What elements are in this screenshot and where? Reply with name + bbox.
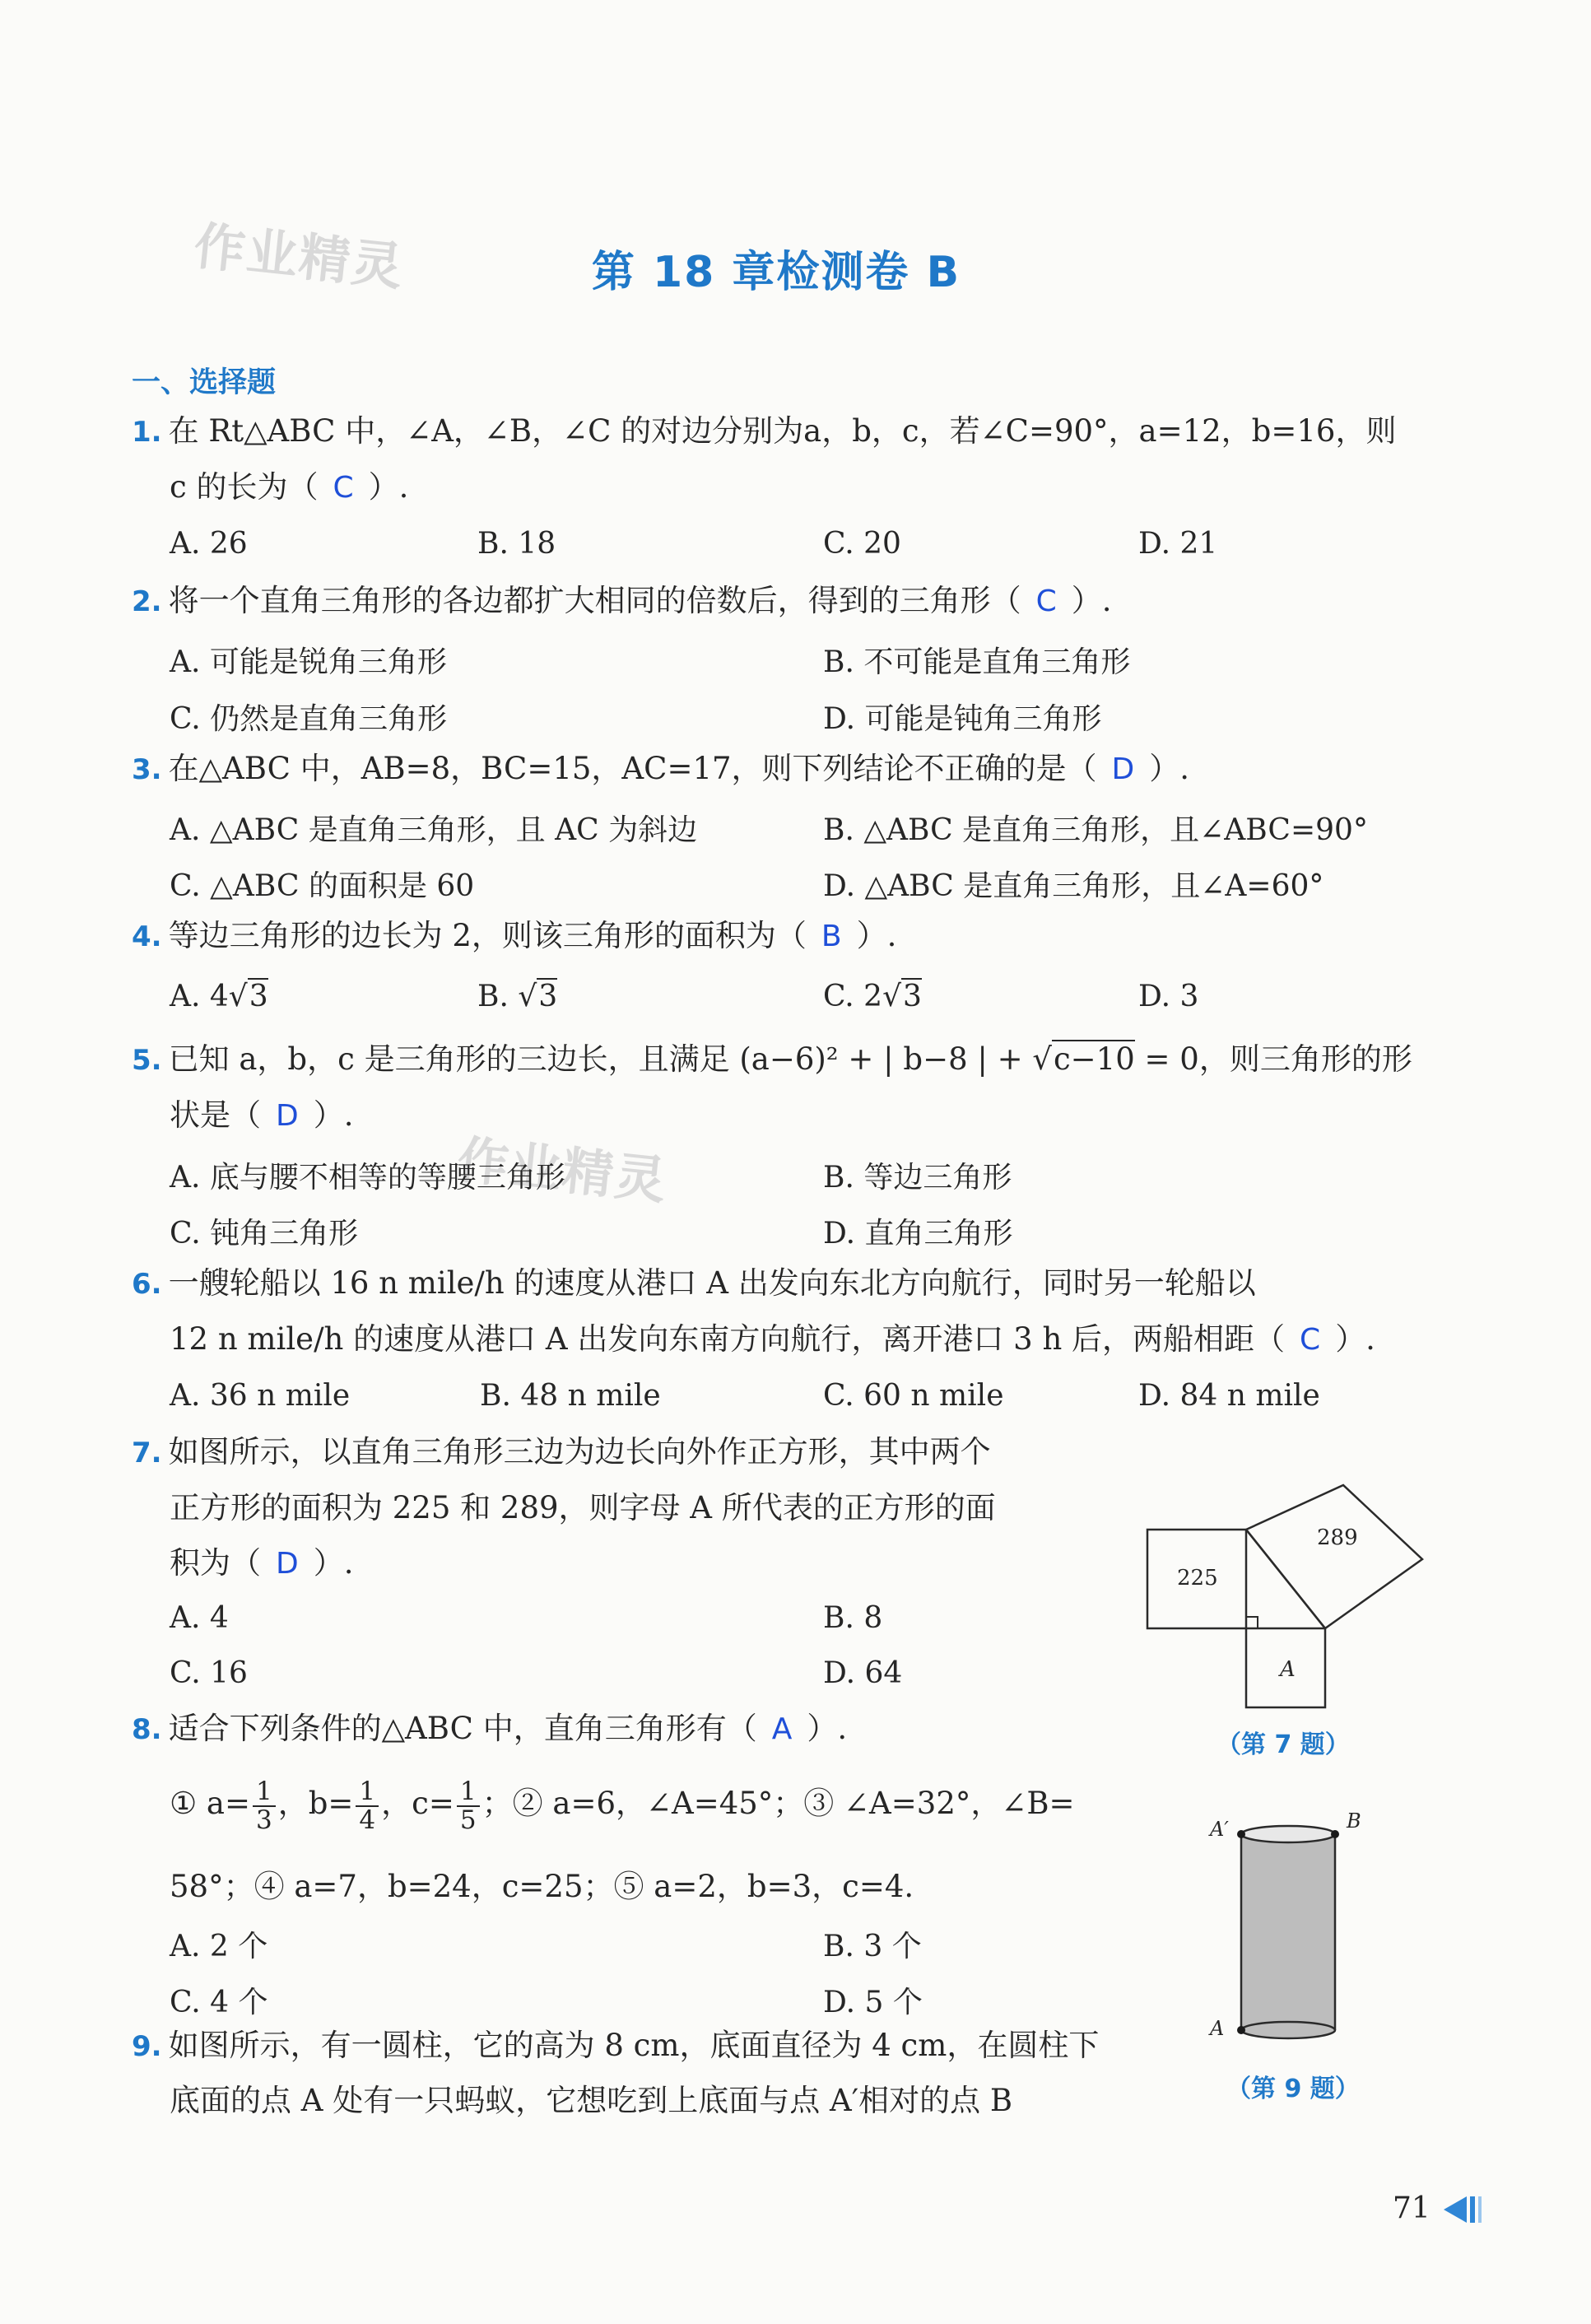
watermark: 作业精灵 (454, 1129, 671, 1212)
figure-9-cylinder (1195, 1803, 1384, 2058)
question-text: 在△ABC 中，AB=8，BC=15，AC=17，则下列结论不正确的是（ (168, 751, 1097, 786)
sqrt-radicand: 3 (903, 980, 922, 1013)
figure-7-pythagoras-squares (1136, 1432, 1440, 1712)
question-text: ）. (313, 1097, 354, 1133)
option-c: C. 仍然是直角三角形 (170, 702, 448, 736)
question-text: 适合下列条件的△ABC 中，直角三角形有（ (168, 1711, 757, 1746)
hypotenuse (1246, 1530, 1325, 1628)
answer: A (771, 1712, 793, 1746)
question-text: ）. (1071, 583, 1112, 618)
option-d: D. 3 (1138, 980, 1199, 1013)
question-text: ）. (856, 918, 897, 953)
cylinder-top (1241, 1826, 1335, 1842)
option-c: C. 16 (170, 1656, 248, 1690)
question-9 (132, 2028, 1099, 2064)
question-text: 积为（ (170, 1545, 261, 1581)
label-225: 225 (1177, 1566, 1218, 1590)
question-number: 4. (132, 920, 162, 953)
fraction: $\frac{1}{4}$ (356, 1778, 379, 1833)
page-title: 第 18 章检测卷 B (591, 248, 961, 297)
question-text: ）. (807, 1711, 848, 1746)
question-3 (132, 751, 1189, 787)
question-text: 12 n mile/h 的速度从港口 A 出发向东南方向航行，离开港口 3 h 后，两船相距（ (170, 1321, 1286, 1357)
question-text: 如图所示，有一圆柱，它的高为 8 cm，底面直径为 4 cm，在圆柱下 (168, 2028, 1100, 2063)
question-7-line3 (170, 1545, 354, 1581)
question-text: 已知 a，b，c 是三角形的三边长，且满足 (a−6)² + | b−8 | + (168, 1041, 1033, 1077)
option-b: B. 8 (823, 1601, 883, 1635)
option-c: C. 2√3 (823, 980, 922, 1013)
section-heading: 一、选择题 (132, 366, 277, 399)
option-d: D. 直角三角形 (823, 1217, 1013, 1250)
answer: B (821, 920, 842, 953)
option-b: B. 不可能是直角三角形 (823, 645, 1131, 679)
option-c: C. 60 n mile (823, 1379, 1004, 1413)
fraction: $\frac{1}{5}$ (457, 1778, 480, 1833)
page-number: 71 (1393, 2191, 1431, 2225)
question-8-line3: 58°；④ a=7，b=24，c=25；⑤ a=2，b=3，c=4. (170, 1869, 914, 1904)
question-2 (132, 583, 1111, 619)
question-6-line2 (170, 1321, 1375, 1358)
label-a: A (1210, 2017, 1225, 2040)
option-b: B. 等边三角形 (823, 1161, 1012, 1195)
option-a: A. △ABC 是直角三角形，且 AC 为斜边 (170, 813, 698, 847)
option-c: C. 钝角三角形 (170, 1217, 359, 1250)
option-c: C. 4 个 (170, 1986, 268, 2019)
option-b: B. △ABC 是直角三角形，且∠ABC=90° (823, 813, 1368, 847)
option-a: A. 4 (170, 1601, 229, 1635)
question-number: 5. (132, 1044, 162, 1077)
option-c: C. 20 (823, 527, 901, 561)
question-text: ）. (1335, 1321, 1375, 1357)
option-a: A. 底与腰不相等的等腰三角形 (170, 1161, 565, 1195)
label-289: 289 (1317, 1525, 1358, 1550)
option-b: B. 48 n mile (480, 1379, 661, 1413)
label-b: B (1347, 1809, 1361, 1833)
sqrt-radicand: 3 (538, 980, 558, 1013)
question-text: 一艘轮船以 16 n mile/h 的速度从港口 A 出发向东北方向航行，同时另一轮船以 (168, 1265, 1256, 1301)
question-number: 7. (132, 1437, 162, 1469)
question-7-line2: 正方形的面积为 225 和 289，则字母 A 所代表的正方形的面 (170, 1490, 996, 1525)
figure-9-caption: （第 9 题） (1226, 2075, 1360, 2103)
question-text: 状是（ (170, 1097, 261, 1133)
square-289 (1246, 1485, 1422, 1628)
option-d: D. 21 (1138, 527, 1218, 561)
option-d: D. 5 个 (823, 1986, 923, 2019)
question-4 (132, 918, 896, 954)
answer: C (1300, 1323, 1321, 1357)
option-d: D. 64 (823, 1656, 903, 1690)
answer: D (1111, 752, 1135, 786)
point-a-prime (1237, 1830, 1245, 1838)
question-text: 在 Rt△ABC 中，∠A，∠B，∠C 的对边分别为a，b，c，若∠C=90°，a=12，b=16，则 (168, 413, 1397, 449)
option-d: D. 可能是钝角三角形 (823, 702, 1102, 736)
answer: D (276, 1547, 299, 1581)
sqrt-radicand: c−10 (1053, 1041, 1135, 1077)
option-b: B. 3 个 (823, 1930, 922, 1963)
right-angle-mark (1246, 1617, 1258, 1628)
question-number: 3. (132, 753, 162, 786)
cylinder-body (1241, 1834, 1335, 2030)
question-6 (132, 1265, 1256, 1302)
question-5-line2 (170, 1097, 354, 1134)
question-text: c 的长为（ (170, 469, 319, 505)
question-text: 如图所示，以直角三角形三边为边长向外作正方形，其中两个 (168, 1434, 991, 1469)
fraction: $\frac{1}{3}$ (253, 1778, 276, 1833)
question-text: = 0，则三角形的形 (1134, 1041, 1412, 1077)
question-5: 5. 已知 a，b，c 是三角形的三边长，且满足 (a−6)² + | b−8 | + √c−10 = 0，则三角形的形 (132, 1041, 1412, 1077)
point-b (1331, 1830, 1339, 1838)
question-9-line2: 底面的点 A 处有一只蚂蚁，它想吃到上底面与点 A′相对的点 B (170, 2083, 1013, 2118)
option-b: B. √3 (477, 980, 558, 1013)
question-text: ）. (368, 469, 409, 505)
answer: C (333, 471, 354, 505)
label-a: A (1280, 1657, 1296, 1682)
question-text: 等边三角形的边长为 2，则该三角形的面积为（ (168, 918, 807, 953)
question-text: ）. (1149, 751, 1190, 786)
option-a: A. 26 (170, 527, 248, 561)
question-1 (132, 413, 1396, 449)
label-a-prime: A′ (1210, 1818, 1229, 1841)
question-number: 9. (132, 2030, 162, 2063)
answer: C (1035, 584, 1057, 618)
point-a (1237, 2026, 1245, 2034)
question-number: 1. (132, 416, 162, 449)
question-8-conditions: ① a= $\frac{1}{3}$ ，b= $\frac{1}{4}$ ，c= $\frac{1}{5}$ ；② a=6，∠A=45°；③ ∠A=32°，∠B= (170, 1777, 1075, 1835)
sqrt-radicand: 3 (249, 980, 268, 1013)
option-a: A. 36 n mile (170, 1379, 351, 1413)
question-number: 2. (132, 585, 162, 618)
option-b: B. 18 (477, 527, 556, 561)
option-d: D. 84 n mile (1138, 1379, 1320, 1413)
answer: D (276, 1099, 299, 1133)
option-d: D. △ABC 是直角三角形，且∠A=60° (823, 869, 1324, 903)
option-a: A. 可能是锐角三角形 (170, 645, 447, 679)
question-number: 6. (132, 1268, 162, 1301)
question-text: ）. (313, 1545, 354, 1581)
question-7 (132, 1434, 991, 1470)
page-marker-icon (1442, 2193, 1488, 2226)
cylinder-bottom (1241, 2022, 1335, 2038)
question-1-line2 (170, 469, 408, 505)
question-text: 将一个直角三角形的各边都扩大相同的倍数后，得到的三角形（ (168, 583, 1021, 618)
question-8 (132, 1711, 847, 1747)
watermark: 作业精灵 (191, 215, 407, 298)
question-number: 8. (132, 1713, 162, 1746)
option-a: A. 2 个 (170, 1930, 268, 1963)
option-a: A. 4√3 (170, 980, 268, 1013)
figure-7-caption: （第 7 题） (1217, 1730, 1350, 1759)
option-c: C. △ABC 的面积是 60 (170, 869, 475, 903)
